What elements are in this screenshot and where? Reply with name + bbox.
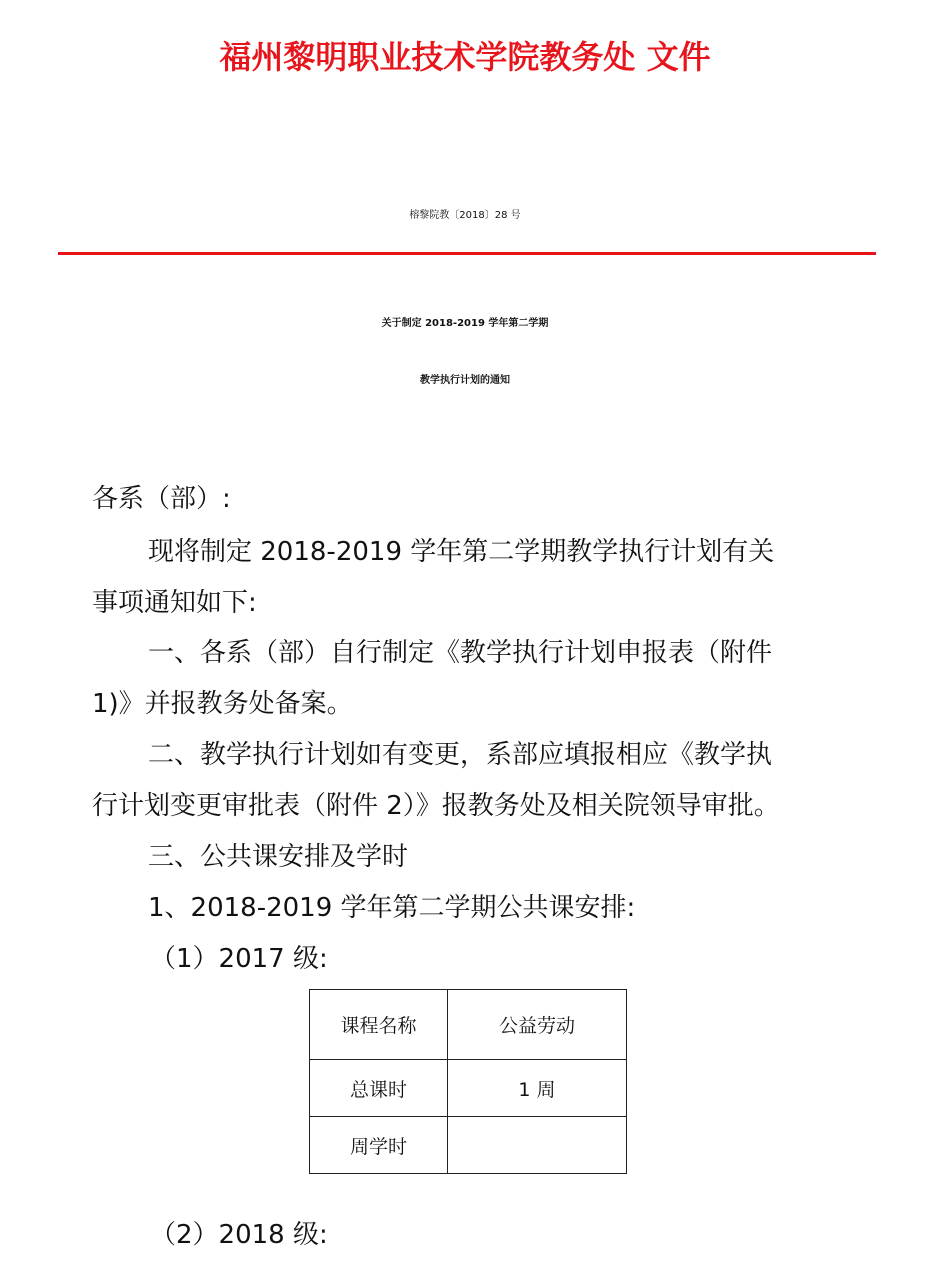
item-2-line-1: 二、教学执行计划如有变更，系部应填报相应《教学执 [148, 740, 773, 770]
header-title: 福州黎明职业技术学院教务处 文件 [219, 38, 711, 76]
intro-paragraph-line-2: 事项通知如下: [92, 588, 257, 618]
table-cell-label: 周学时 [310, 1117, 448, 1174]
grade-2017-label: （1）2017 级: [150, 944, 328, 974]
item-1-line-1: 一、各系（部）自行制定《教学执行计划申报表（附件 [148, 638, 773, 668]
course-table-2017 [309, 989, 627, 1174]
table-cell-value: 1 周 [448, 1060, 627, 1117]
salutation: 各系（部）: [92, 484, 231, 514]
notice-title-line-1: 关于制定 2018-2019 学年第二学期 [381, 318, 549, 329]
item-3-heading: 三、公共课安排及学时 [148, 842, 409, 872]
grade-2018-label: （2）2018 级: [150, 1220, 328, 1250]
table-row [310, 990, 627, 1060]
table-cell-value [448, 1117, 627, 1174]
document-number: 榕黎院教〔2018〕28 号 [409, 210, 521, 221]
table-cell-value: 公益劳动 [448, 990, 627, 1060]
sub-item-1: 1、2018-2019 学年第二学期公共课安排: [148, 893, 636, 923]
item-2-line-2: 行计划变更审批表（附件 2）》报教务处及相关院领导审批。 [92, 791, 780, 821]
item-1-line-2: 1)》并报教务处备案。 [92, 689, 353, 719]
red-divider-line [58, 252, 876, 255]
intro-paragraph-line-1: 现将制定 2018-2019 学年第二学期教学执行计划有关 [148, 537, 775, 567]
table-row [310, 1117, 627, 1174]
notice-title-line-2: 教学执行计划的通知 [420, 375, 510, 386]
table-row [310, 1060, 627, 1117]
table-cell-label: 总课时 [310, 1060, 448, 1117]
table-cell-label: 课程名称 [310, 990, 448, 1060]
